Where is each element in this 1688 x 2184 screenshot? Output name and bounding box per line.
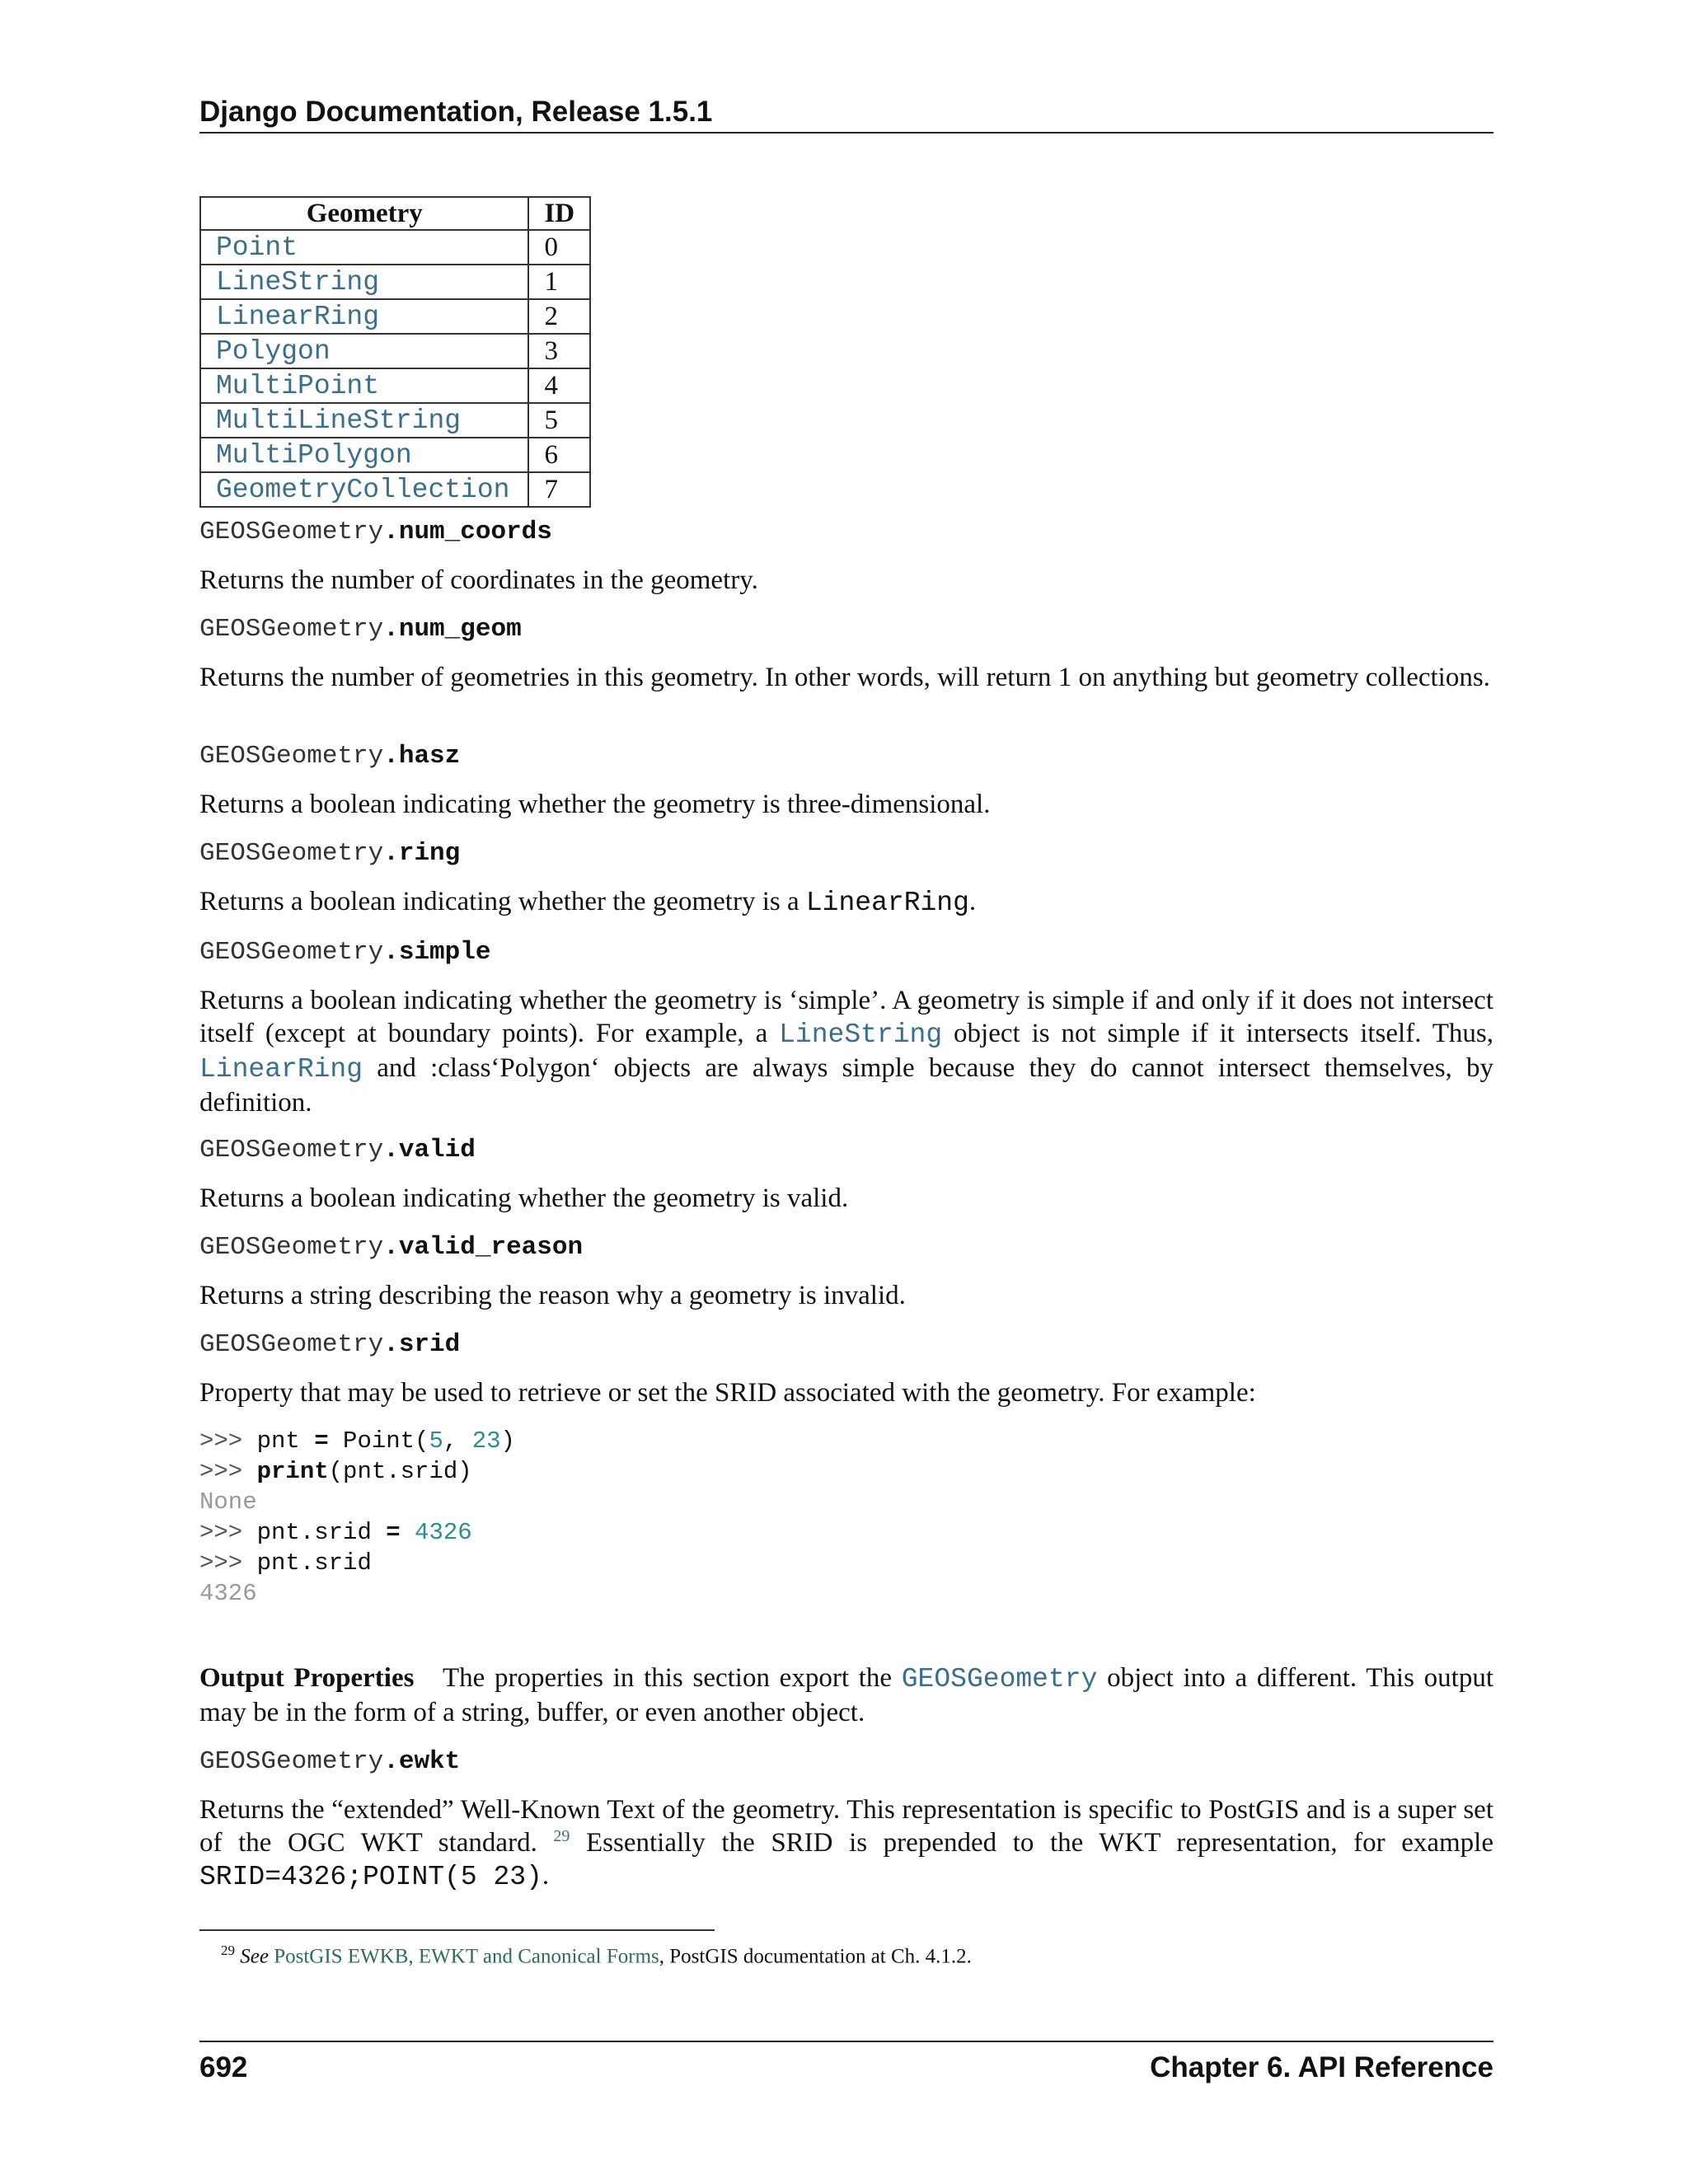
code-line: [199, 1517, 1493, 1548]
chapter-title: Chapter 6. API Reference: [1150, 2051, 1493, 2083]
attribute-name: .simple: [383, 938, 491, 967]
class-name: GEOSGeometry: [199, 1233, 384, 1262]
num-geom-signature: [199, 613, 1493, 646]
text: Returns a boolean indicating whether the geometry is ‘simple’. A geometry is simple if and only if it does not intersect itself (except at boundary points). For example, a: [199, 986, 1493, 1048]
code-keyword: print: [256, 1458, 329, 1485]
attribute-name: .ewkt: [383, 1747, 461, 1776]
table-cell: 7: [528, 472, 590, 507]
output-properties-paragraph: [199, 1661, 1493, 1729]
section-title: Output Properties: [199, 1663, 415, 1693]
attribute-name: .num_geom: [383, 615, 522, 644]
text: The properties in this section export the: [414, 1663, 902, 1693]
table-row: [200, 299, 590, 334]
geometry-link[interactable]: MultiLineString: [216, 405, 462, 436]
table-cell: 1: [528, 265, 590, 299]
text: and :class‘Polygon‘ objects are always simple because they do cannot intersect themselves, by definition.: [199, 1053, 1493, 1118]
geometry-link[interactable]: LineString: [216, 267, 380, 298]
code-prompt: >>>: [199, 1549, 243, 1577]
main-content: [199, 196, 1493, 1894]
class-name: GEOSGeometry: [199, 938, 384, 967]
hasz-description: Returns a boolean indicating whether the geometry is three-dimensional.: [199, 790, 991, 819]
class-name: GEOSGeometry: [199, 615, 384, 644]
geometry-link[interactable]: LinearRing: [216, 302, 380, 332]
code-output: 4326: [199, 1580, 257, 1607]
attribute-name: .valid: [383, 1136, 476, 1165]
ewkt-signature: [199, 1746, 1493, 1779]
simple-signature: [199, 936, 1493, 969]
ring-description: [199, 885, 1493, 920]
table-cell: 4: [528, 368, 590, 403]
geometry-id-table: [199, 196, 591, 508]
code-prompt: >>>: [199, 1519, 243, 1546]
geometry-link[interactable]: MultiPoint: [216, 371, 380, 401]
table-row: [200, 265, 590, 299]
attribute-name: .srid: [383, 1330, 461, 1359]
code-output: None: [199, 1488, 257, 1516]
code-prompt: >>>: [199, 1458, 243, 1485]
table-cell: 0: [528, 230, 590, 265]
attribute-name: .valid_reason: [383, 1233, 584, 1262]
code-text: Point(: [328, 1427, 429, 1455]
code-operator: =: [386, 1519, 401, 1546]
valid-signature: [199, 1134, 1493, 1167]
class-name: GEOSGeometry: [199, 839, 384, 868]
page-number: 692: [199, 2051, 248, 2083]
class-name: GEOSGeometry: [199, 518, 384, 546]
num-coords-description: Returns the number of coordinates in the geometry.: [199, 565, 758, 595]
code-line: [199, 1456, 1493, 1487]
header-title: Django Documentation, Release 1.5.1: [199, 96, 713, 128]
code-prompt: >>>: [199, 1427, 243, 1455]
num-coords-signature: [199, 516, 1493, 549]
table-cell: 5: [528, 403, 590, 438]
code-operator: =: [314, 1427, 329, 1455]
class-name: GEOSGeometry: [199, 1747, 384, 1776]
table-row: [200, 368, 590, 403]
code-line: [199, 1487, 1493, 1517]
table-cell: 6: [528, 438, 590, 472]
text: Essentially the SRID is prepended to the WKT representation, for example: [570, 1828, 1493, 1858]
code-text: ): [500, 1427, 515, 1455]
code-number: 5: [429, 1427, 443, 1455]
code-line: [199, 1426, 1493, 1456]
hasz-signature: [199, 740, 1493, 773]
text: object into a different. This output may be in the form of a string, buffer, or even another object.: [199, 1663, 1493, 1727]
code-line: [199, 1578, 1493, 1609]
table-row: [200, 334, 590, 368]
inline-code: LinearRing: [805, 888, 969, 918]
page-header: [199, 92, 1493, 134]
class-name: GEOSGeometry: [199, 742, 384, 771]
table-row: [200, 403, 590, 438]
code-text: ,: [443, 1427, 472, 1455]
table-row: [200, 230, 590, 265]
code-number: 4326: [400, 1519, 472, 1546]
code-text: pnt.srid: [242, 1519, 387, 1546]
code-number: 23: [471, 1427, 501, 1455]
table-row: [200, 472, 590, 507]
attribute-name: .ring: [383, 839, 461, 868]
footnote-divider: [199, 1929, 715, 1931]
code-text: pnt.srid: [242, 1549, 372, 1577]
footnote-text: , PostGIS documentation at Ch. 4.1.2.: [659, 1945, 972, 1968]
text: object is not simple if it intersects itself. Thus,: [942, 1019, 1493, 1048]
footnote-number: 29: [221, 1943, 235, 1958]
attribute-name: .num_coords: [383, 518, 552, 546]
valid-reason-description: Returns a string describing the reason why a geometry is invalid.: [199, 1281, 906, 1310]
column-header-geometry: Geometry: [200, 197, 528, 230]
valid-description: Returns a boolean indicating whether the geometry is valid.: [199, 1183, 849, 1213]
text: .: [968, 887, 977, 916]
postgis-link[interactable]: PostGIS EWKB, EWKT and Canonical Forms: [274, 1945, 659, 1968]
num-geom-description: Returns the number of geometries in this geometry. In other words, will return 1 on anything but geometry collections.: [199, 663, 1490, 692]
table-cell: 2: [528, 299, 590, 334]
attribute-name: .hasz: [383, 742, 461, 771]
text: .: [542, 1861, 550, 1891]
srid-description: Property that may be used to retrieve or set the SRID associated with the geometry. For example:: [199, 1378, 1256, 1408]
text: Returns the “extended” Well-Known Text of the geometry. This representation is specific to PostGIS and is a super set of the OGC WKT standard.: [199, 1795, 1493, 1858]
geometry-link[interactable]: GeometryCollection: [216, 475, 510, 505]
table-header-row: [200, 197, 590, 230]
text: Returns a boolean indicating whether the geometry is a: [199, 887, 806, 916]
table-cell: 3: [528, 334, 590, 368]
geometry-link[interactable]: MultiPolygon: [216, 440, 412, 471]
code-line: [199, 1548, 1493, 1578]
valid-reason-signature: [199, 1231, 1493, 1264]
code-text: pnt: [242, 1427, 315, 1455]
code-example: [199, 1426, 1493, 1609]
column-header-id: ID: [528, 197, 590, 230]
page-footer: [199, 2041, 1493, 2087]
ewkt-description: [199, 1793, 1493, 1894]
footnote-see: See: [240, 1945, 269, 1968]
footnote: [221, 1937, 972, 1971]
table-row: [200, 438, 590, 472]
linearring-link[interactable]: LinearRing: [199, 1054, 363, 1085]
ring-signature: [199, 837, 1493, 870]
code-text: (pnt.srid): [328, 1458, 472, 1485]
srid-signature: [199, 1329, 1493, 1361]
geometry-link[interactable]: Polygon: [216, 336, 331, 367]
class-name: GEOSGeometry: [199, 1136, 384, 1165]
linestring-link[interactable]: LineString: [779, 1019, 943, 1050]
geometry-link[interactable]: Point: [216, 232, 298, 263]
class-name: GEOSGeometry: [199, 1330, 384, 1359]
footnote-reference[interactable]: 29: [553, 1827, 570, 1845]
simple-description: [199, 984, 1493, 1119]
inline-code: SRID=4326;POINT(5 23): [199, 1862, 542, 1892]
geosgeometry-link[interactable]: GEOSGeometry: [901, 1664, 1098, 1694]
